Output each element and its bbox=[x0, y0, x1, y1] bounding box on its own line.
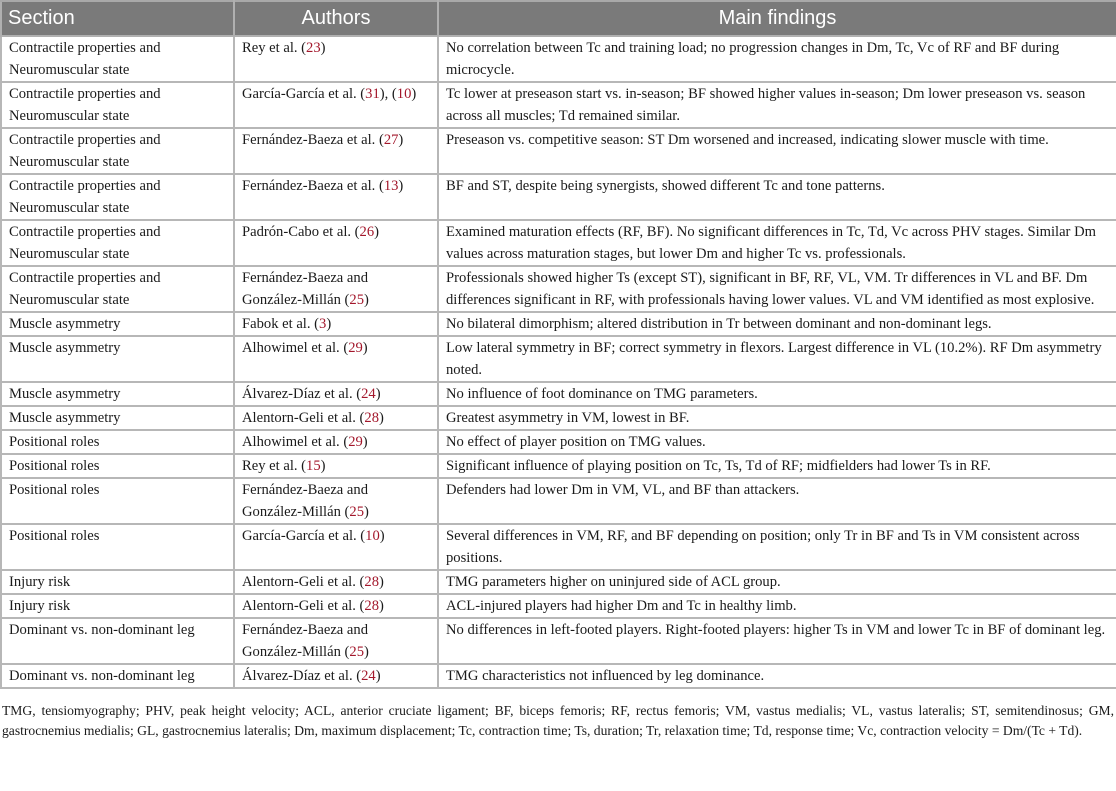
author-close-paren: ) bbox=[378, 598, 384, 614]
author-names: Fernández-Baeza and González-Millán ( bbox=[242, 482, 368, 520]
table-row bbox=[1, 524, 1116, 570]
header-main-findings: Main findings bbox=[438, 1, 1116, 36]
cell-authors bbox=[234, 36, 438, 82]
author-close-paren: ) bbox=[320, 40, 326, 56]
table-footnote: TMG, tensiomyography; PHV, peak height velocity; ACL, anterior cruciate ligament; BF, biceps femoris; RF, rectus femoris; VM, vastus medialis; VL, vastus lateralis; ST, semitendinosus; GM, gastrocnemius medialis; GL, gastrocnemius lateralis; Dm, maximum displacement; Tc, contraction time; Ts, duration; Tr, relaxation time; Td, response time; Vc, contraction velocity = Dm/(Tc + Td). bbox=[2, 703, 1114, 738]
table-row bbox=[1, 618, 1116, 664]
reference-link[interactable]: 24 bbox=[361, 668, 376, 684]
author-names: Rey et al. ( bbox=[242, 40, 307, 56]
author-close-paren: ) bbox=[363, 292, 369, 308]
reference-link[interactable]: 31 bbox=[365, 86, 380, 102]
author-names: García-García et al. ( bbox=[242, 86, 366, 102]
cell-authors bbox=[234, 454, 438, 478]
author-close-paren: ) bbox=[375, 668, 381, 684]
author-names: Fernández-Baeza et al. ( bbox=[242, 178, 384, 194]
author-names: Rey et al. ( bbox=[242, 458, 307, 474]
author-close-paren: ) bbox=[326, 316, 332, 332]
reference-link[interactable]: 28 bbox=[364, 410, 379, 426]
reference-link[interactable]: 27 bbox=[383, 132, 399, 148]
cell-section: Muscle asymmetry bbox=[1, 382, 234, 406]
author-close-paren: ) bbox=[378, 574, 384, 590]
cell-main-findings: No differences in left-footed players. Right-footed players: higher Ts in VM and lower Tc in BF of dominant leg. bbox=[438, 618, 1116, 664]
table-row bbox=[1, 128, 1116, 174]
cell-authors bbox=[234, 382, 438, 406]
cell-section: Positional roles bbox=[1, 478, 234, 524]
table-row bbox=[1, 220, 1116, 266]
reference-link[interactable]: 28 bbox=[364, 598, 379, 614]
cell-main-findings: Several differences in VM, RF, and BF depending on position; only Tr in BF and Ts in VM consistent across positions. bbox=[438, 524, 1116, 570]
cell-section: Positional roles bbox=[1, 430, 234, 454]
reference-link[interactable]: 29 bbox=[348, 340, 363, 356]
cell-main-findings: No influence of foot dominance on TMG parameters. bbox=[438, 382, 1116, 406]
author-names: Fernández-Baeza et al. ( bbox=[242, 132, 384, 148]
reference-link[interactable]: 25 bbox=[349, 292, 364, 308]
cell-section: Contractile properties and Neuromuscular state bbox=[1, 82, 234, 128]
table-row bbox=[1, 336, 1116, 382]
reference-link[interactable]: 25 bbox=[349, 644, 364, 660]
author-names: Alhowimel et al. ( bbox=[242, 434, 349, 450]
author-names: Alentorn-Geli et al. ( bbox=[242, 598, 365, 614]
reference-link[interactable]: 29 bbox=[348, 434, 363, 450]
author-close-paren: ) bbox=[363, 644, 369, 660]
author-names: Fernández-Baeza and González-Millán ( bbox=[242, 622, 368, 660]
table-row bbox=[1, 570, 1116, 594]
reference-link[interactable]: 23 bbox=[306, 40, 321, 56]
cell-main-findings: No correlation between Tc and training load; no progression changes in Dm, Tc, Vc of RF and BF during microcycle. bbox=[438, 36, 1116, 82]
cell-section: Positional roles bbox=[1, 454, 234, 478]
table-row bbox=[1, 478, 1116, 524]
cell-main-findings: Preseason vs. competitive season: ST Dm worsened and increased, indicating slower muscle with time. bbox=[438, 128, 1116, 174]
cell-main-findings: Greatest asymmetry in VM, lowest in BF. bbox=[438, 406, 1116, 430]
cell-section: Dominant vs. non-dominant leg bbox=[1, 618, 234, 664]
reference-link[interactable]: 10 bbox=[396, 86, 412, 102]
author-names: Fabok et al. ( bbox=[242, 316, 320, 332]
table-row bbox=[1, 454, 1116, 478]
cell-main-findings: No bilateral dimorphism; altered distribution in Tr between dominant and non-dominant legs. bbox=[438, 312, 1116, 336]
cell-section: Muscle asymmetry bbox=[1, 406, 234, 430]
reference-link[interactable]: 26 bbox=[359, 224, 375, 240]
author-close-paren: ) bbox=[378, 410, 384, 426]
reference-link[interactable]: 28 bbox=[364, 574, 379, 590]
table-row bbox=[1, 174, 1116, 220]
author-names: Alentorn-Geli et al. ( bbox=[242, 574, 365, 590]
cell-authors bbox=[234, 664, 438, 688]
author-names: Fernández-Baeza and González-Millán ( bbox=[242, 270, 368, 308]
author-separator: ), ( bbox=[379, 86, 397, 102]
cell-section: Injury risk bbox=[1, 594, 234, 618]
cell-section: Contractile properties and Neuromuscular state bbox=[1, 36, 234, 82]
author-close-paren: ) bbox=[374, 224, 379, 240]
reference-link[interactable]: 13 bbox=[383, 178, 399, 194]
author-close-paren: ) bbox=[320, 458, 326, 474]
cell-main-findings: Professionals showed higher Ts (except ST), significant in BF, RF, VL, VM. Tr differences in VL and BF. Dm differences significant in RF, with professionals having lower values. VL and VM identified as most explosive. bbox=[438, 266, 1116, 312]
reference-link[interactable]: 15 bbox=[306, 458, 321, 474]
cell-authors bbox=[234, 524, 438, 570]
header-section: Section bbox=[1, 1, 234, 36]
author-names: Padrón-Cabo et al. ( bbox=[242, 224, 360, 240]
author-close-paren: ) bbox=[363, 504, 369, 520]
cell-authors bbox=[234, 406, 438, 430]
cell-main-findings: TMG parameters higher on uninjured side of ACL group. bbox=[438, 570, 1116, 594]
cell-authors bbox=[234, 570, 438, 594]
cell-authors bbox=[234, 220, 438, 266]
author-names: García-García et al. ( bbox=[242, 528, 366, 544]
header-authors: Authors bbox=[234, 1, 438, 36]
reference-link[interactable]: 25 bbox=[349, 504, 364, 520]
cell-main-findings: Tc lower at preseason start vs. in-season; BF showed higher values in-season; Dm lower preseason vs. season across all muscles; Td remained similar. bbox=[438, 82, 1116, 128]
author-close-paren: ) bbox=[362, 340, 368, 356]
author-names: Alentorn-Geli et al. ( bbox=[242, 410, 365, 426]
reference-link[interactable]: 3 bbox=[319, 316, 327, 332]
table-body bbox=[1, 36, 1116, 688]
author-names: Álvarez-Díaz et al. ( bbox=[242, 386, 362, 402]
table-row bbox=[1, 82, 1116, 128]
table-row bbox=[1, 382, 1116, 406]
cell-main-findings: No effect of player position on TMG values. bbox=[438, 430, 1116, 454]
author-close-paren: ) bbox=[379, 528, 385, 544]
cell-authors bbox=[234, 266, 438, 312]
cell-main-findings: Low lateral symmetry in BF; correct symmetry in flexors. Largest difference in VL (10.2%). RF Dm asymmetry noted. bbox=[438, 336, 1116, 382]
cell-section: Contractile properties and Neuromuscular state bbox=[1, 128, 234, 174]
reference-link[interactable]: 24 bbox=[361, 386, 376, 402]
author-close-paren: ) bbox=[398, 178, 404, 194]
author-close-paren: ) bbox=[375, 386, 381, 402]
cell-main-findings: TMG characteristics not influenced by leg dominance. bbox=[438, 664, 1116, 688]
table-row bbox=[1, 406, 1116, 430]
cell-section: Muscle asymmetry bbox=[1, 312, 234, 336]
cell-authors bbox=[234, 174, 438, 220]
table-row bbox=[1, 430, 1116, 454]
cell-main-findings: Examined maturation effects (RF, BF). No significant differences in Tc, Td, Vc across PHV stages. Similar Dm values across maturation stages, but lower Dm and higher Tc vs. professionals. bbox=[438, 220, 1116, 266]
cell-section: Muscle asymmetry bbox=[1, 336, 234, 382]
cell-section: Contractile properties and Neuromuscular state bbox=[1, 266, 234, 312]
cell-main-findings: BF and ST, despite being synergists, showed different Tc and tone patterns. bbox=[438, 174, 1116, 220]
cell-main-findings: Significant influence of playing position on Tc, Ts, Td of RF; midfielders had lower Ts in RF. bbox=[438, 454, 1116, 478]
cell-authors bbox=[234, 478, 438, 524]
cell-authors bbox=[234, 312, 438, 336]
cell-section: Contractile properties and Neuromuscular state bbox=[1, 174, 234, 220]
table-row bbox=[1, 266, 1116, 312]
table-row bbox=[1, 312, 1116, 336]
author-names: Álvarez-Díaz et al. ( bbox=[242, 668, 362, 684]
cell-authors bbox=[234, 618, 438, 664]
cell-authors bbox=[234, 336, 438, 382]
cell-section: Injury risk bbox=[1, 570, 234, 594]
author-close-paren: ) bbox=[398, 132, 404, 148]
cell-main-findings: Defenders had lower Dm in VM, VL, and BF than attackers. bbox=[438, 478, 1116, 524]
cell-authors bbox=[234, 430, 438, 454]
reference-link[interactable]: 10 bbox=[365, 528, 380, 544]
table-header-row bbox=[1, 1, 1116, 36]
author-close-paren: ) bbox=[411, 86, 417, 102]
cell-authors bbox=[234, 128, 438, 174]
cell-section: Dominant vs. non-dominant leg bbox=[1, 664, 234, 688]
cell-section: Contractile properties and Neuromuscular state bbox=[1, 220, 234, 266]
author-names: Alhowimel et al. ( bbox=[242, 340, 349, 356]
cell-authors bbox=[234, 594, 438, 618]
cell-section: Positional roles bbox=[1, 524, 234, 570]
table-row bbox=[1, 664, 1116, 688]
author-close-paren: ) bbox=[362, 434, 368, 450]
table-row bbox=[1, 36, 1116, 82]
cell-main-findings: ACL-injured players had higher Dm and Tc in healthy limb. bbox=[438, 594, 1116, 618]
table-row bbox=[1, 594, 1116, 618]
cell-authors bbox=[234, 82, 438, 128]
